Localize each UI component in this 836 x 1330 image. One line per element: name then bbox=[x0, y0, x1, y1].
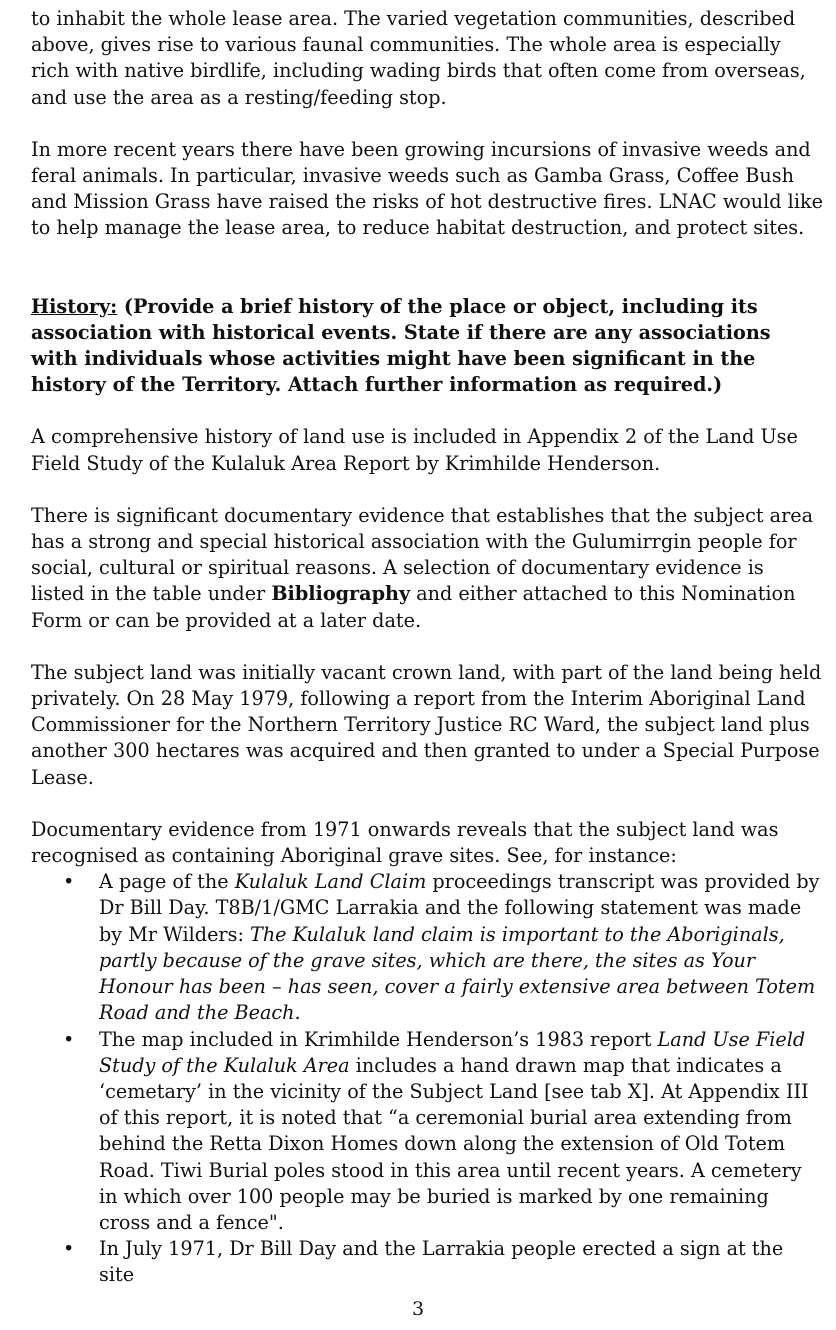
item-text: includes a hand drawn map that indicates a ‘cemetary’ in the vicinity of the Subject Land [see tab X]. At Appendix III of this report, it is noted that “a ceremonial burial area extending from behind the Retta Dixon Homes down along the extension of Old Totem Road. Tiwi Burial poles stood in this area until recent years. A cemetery in which over 100 people may be buried is marked by one remaining cross and a fence". bbox=[99, 1053, 809, 1234]
paragraph-grave-sites: Documentary evidence from 1971 onwards reveals that the subject land was recognised as containing Aboriginal grave sites. See, for instance: bbox=[31, 817, 779, 868]
page-number: 3 bbox=[411, 1298, 425, 1320]
history-instruction: (Provide a brief history of the place or object, including its association with historical events. State if there are any associations with individuals whose activities might have been significant in the history of the Territory. Attach further information as required.) bbox=[31, 294, 771, 397]
item-italic: Kulaluk Land Claim bbox=[234, 870, 427, 894]
bullet-marker: • bbox=[63, 870, 75, 894]
item-text: In July 1971, Dr Bill Day and the Larrakia people erected a sign at the site bbox=[99, 1237, 784, 1287]
item-text: A page of the bbox=[99, 870, 235, 894]
history-label: History: bbox=[31, 294, 118, 318]
paragraph-documentary-evidence bbox=[31, 503, 823, 634]
bullet-marker: • bbox=[63, 1237, 75, 1261]
paragraph-invasive-weeds: In more recent years there have been growing incursions of invasive weeds and feral animals. In particular, invasive weeds such as Gamba Grass, Coffee Bush and Mission Grass have raised the risks of hot destructive fires. LNAC would like to help manage the lease area, to reduce habitat destruction, and protect sites. bbox=[31, 137, 823, 240]
paragraph-land-use-history: A comprehensive history of land use is included in Appendix 2 of the Land Use Field Study of the Kulaluk Area Report by Krimhilde Henderson. bbox=[31, 425, 798, 475]
list-item bbox=[31, 1236, 823, 1288]
item-text: proceedings transcript was provided by Dr Bill Day. T8B/1/GMC Larrakia and the following statement was made by Mr Wilders: bbox=[99, 870, 820, 946]
history-heading bbox=[31, 294, 823, 399]
list-item bbox=[31, 1027, 823, 1237]
item-italic: Land Use Field Study of the Kulaluk Area bbox=[99, 1027, 806, 1077]
item-text: The map included in Krimhilde Henderson’s 1983 report bbox=[99, 1027, 658, 1051]
item-quote: The Kulaluk land claim is important to the Aboriginals, partly because of the grave sites, which are there, the sites as Your Honour has been – has seen, cover a fairly extensive area between Totem Road and the Beach. bbox=[99, 922, 816, 1025]
bullet-marker: • bbox=[63, 1027, 75, 1051]
bibliography-term: Bibliography bbox=[271, 582, 411, 606]
evidence-text-before: There is significant documentary evidence that establishes that the subject area has a strong and special historical association with the Gulumirrgin people for social, cultural or spiritual reasons. A selection of documentary evidence is listed in the table under bbox=[31, 503, 814, 606]
evidence-text-after: and either attached to this Nomination Form or can be provided at a later date. bbox=[31, 582, 796, 632]
paragraph-crown-land: The subject land was initially vacant crown land, with part of the land being held privately. On 28 May 1979, following a report from the Interim Aboriginal Land Commissioner for the Northern Territory Justice RC Ward, the subject land plus another 300 hectares was acquired and then granted to under a Special Purpose Lease. bbox=[31, 660, 822, 789]
list-item bbox=[31, 869, 823, 1026]
document-page bbox=[31, 6, 823, 1289]
paragraph-fauna: to inhabit the whole lease area. The varied vegetation communities, described above, gives rise to various faunal communities. The whole area is especially rich with native birdlife, including wading birds that often come from overseas, and use the area as a resting/feeding stop. bbox=[31, 7, 806, 109]
evidence-list bbox=[31, 869, 823, 1288]
